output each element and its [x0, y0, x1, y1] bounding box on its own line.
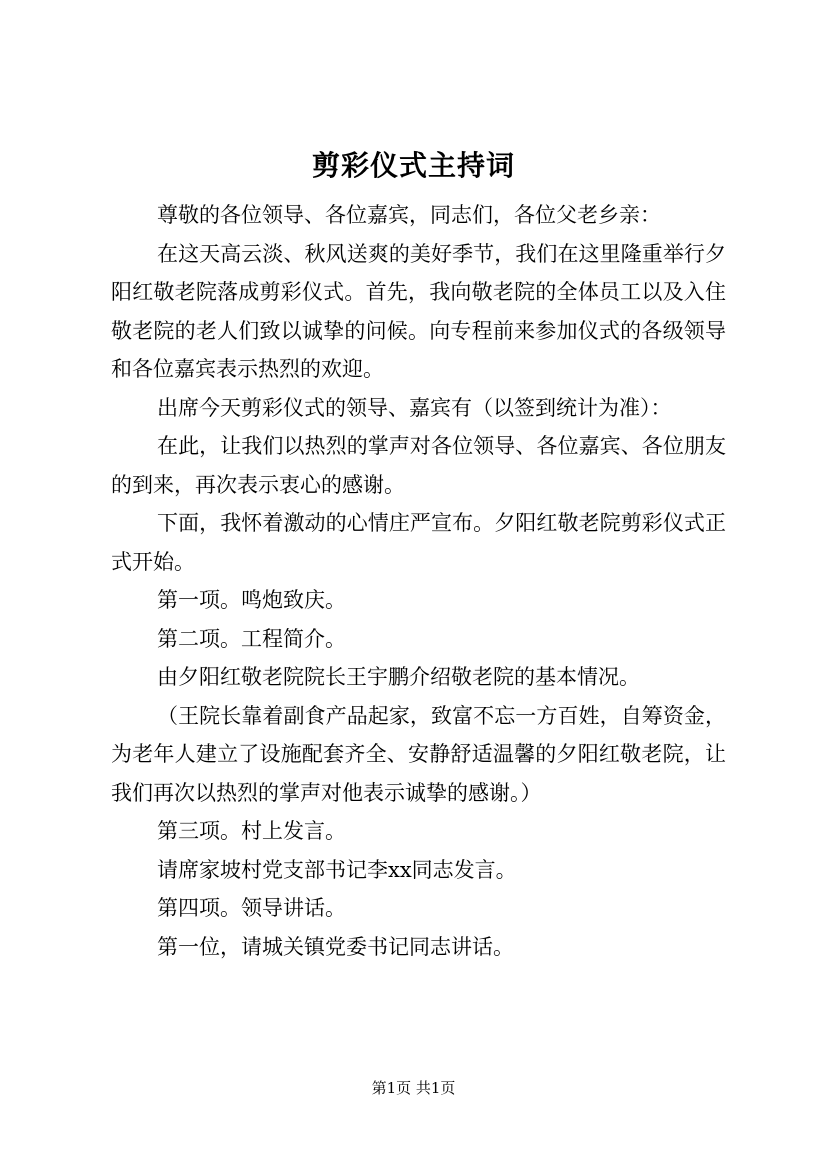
paragraph-village-speech: 请席家坡村党支部书记李xx同志发言。: [157, 857, 517, 882]
page-number-footer: 第1页 共1页: [371, 1079, 456, 1097]
paragraph-director-note: （王院长靠着副食产品起家，致富不忘一方百姓，自筹资金，为老年人建立了设施配套齐全、安静舒适温馨的夕阳红敬老院，让我们再次以热烈的掌声对他表示诚挚的感谢。）: [111, 703, 726, 805]
paragraph-introduction: 由夕阳红敬老院院长王宇鹏介绍敬老院的基本情况。: [157, 665, 640, 689]
paragraph-thanks: 在此，让我们以热烈的掌声对各位领导、各位嘉宾、各位朋友的到来，再次表示衷心的感谢。: [111, 434, 726, 497]
paragraph-first-speaker: 第一位，请城关镇党委书记同志讲话。: [157, 934, 514, 959]
paragraph-attendees: 出席今天剪彩仪式的领导、嘉宾有（以签到统计为准）：: [157, 395, 672, 420]
paragraph-item-four: 第四项。领导讲话。: [157, 896, 346, 920]
paragraph-item-three: 第三项。村上发言。: [157, 819, 346, 843]
document-title: 剪彩仪式主持词: [311, 149, 515, 182]
paragraph-announcement: 下面，我怀着激动的心情庄严宣布。夕阳红敬老院剪彩仪式正式开始。: [111, 511, 726, 574]
paragraph-item-one: 第一项。鸣炮致庆。: [157, 588, 346, 612]
document-body: [111, 196, 726, 966]
paragraph-greeting: 尊敬的各位领导、各位嘉宾，同志们，各位父老乡亲：: [157, 203, 661, 227]
paragraph-opening: 在这天高云淡、秋风送爽的美好季节，我们在这里隆重举行夕阳红敬老院落成剪彩仪式。首先，我向敬老院的全体员工以及入住敬老院的老人们致以诚挚的问候。向专程前来参加仪式的各级领导和各位嘉宾表示热烈的欢迎。: [111, 241, 726, 381]
paragraph-item-two: 第二项。工程简介。: [157, 626, 346, 651]
